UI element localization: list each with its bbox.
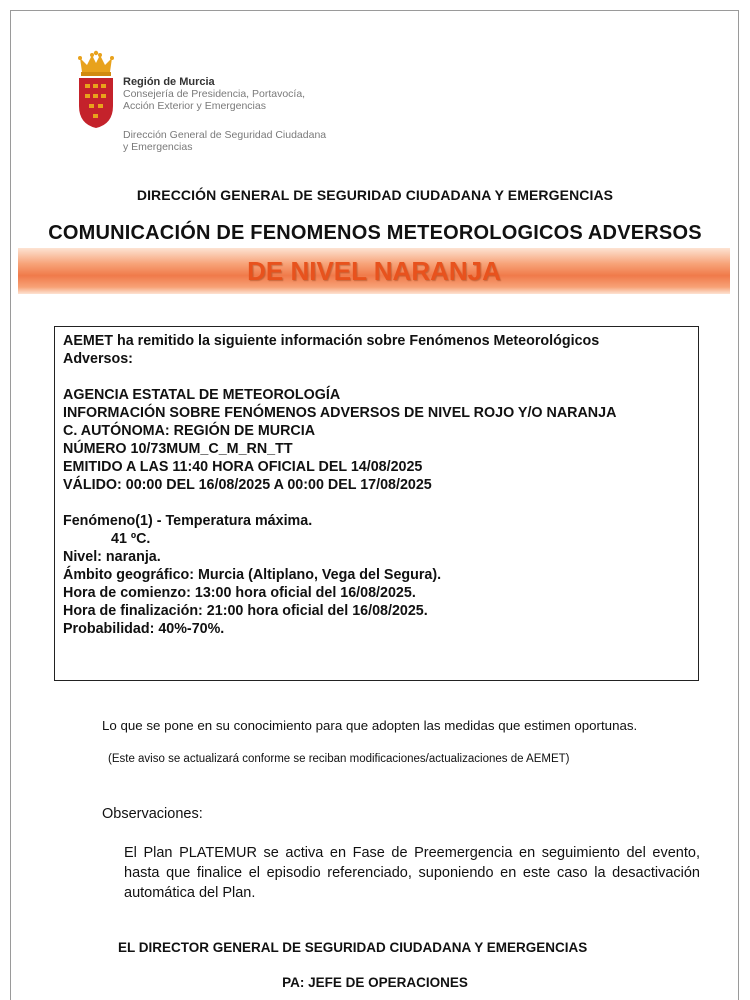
bulletin-probability: Probabilidad: 40%-70%. xyxy=(63,621,225,637)
directorate-heading: DIRECCIÓN GENERAL DE SEGURIDAD CIUDADANA Y EMERGENCIAS xyxy=(136,187,614,203)
bulletin-region: C. AUTÓNOMA: REGIÓN DE MURCIA xyxy=(63,423,316,439)
bulletin-number: NÚMERO 10/73MUM_C_M_RN_TT xyxy=(63,441,293,457)
communication-title: COMUNICACIÓN DE FENOMENOS METEOROLOGICOS ADVERSOS xyxy=(48,222,702,244)
bulletin-end: Hora de finalización: 21:00 hora oficial del 16/08/2025. xyxy=(63,603,428,619)
signature-operations: PA: JEFE DE OPERACIONES xyxy=(282,975,468,990)
org-line-3: Acción Exterior y Emergencias xyxy=(123,100,266,112)
aemet-bulletin-box xyxy=(54,326,699,681)
notice-paragraph: Lo que se pone en su conocimiento para que adopten las medidas que estimen oportunas. xyxy=(102,718,638,733)
dept-line-1: Dirección General de Seguridad Ciudadana xyxy=(123,129,327,141)
bulletin-level: Nivel: naranja. xyxy=(63,549,161,565)
region-murcia-crest-icon xyxy=(76,50,116,130)
bulletin-scope: Ámbito geográfico: Murcia (Altiplano, Vega del Segura). xyxy=(63,567,442,583)
bulletin-agency: AGENCIA ESTATAL DE METEOROLOGÍA xyxy=(63,387,341,403)
bulletin-info-title: INFORMACIÓN SOBRE FENÓMENOS ADVERSOS DE NIVEL ROJO Y/O NARANJA xyxy=(63,405,617,421)
level-banner-text: DE NIVEL NARANJA xyxy=(247,256,501,286)
organization-block xyxy=(123,76,327,153)
orange-level-banner xyxy=(18,248,730,294)
department-block xyxy=(123,129,353,153)
org-name: Región de Murcia xyxy=(123,76,215,88)
observations-text: El Plan PLATEMUR se activa en Fase de Preemergencia en seguimiento del evento, hasta que finalice el episodio referenciado, suponiendo en este caso la desactivación automática del Plan. xyxy=(124,845,700,901)
signature-title: EL DIRECTOR GENERAL DE SEGURIDAD CIUDADANA Y EMERGENCIAS xyxy=(118,940,588,955)
dept-line-2: y Emergencias xyxy=(123,141,193,153)
bulletin-intro-line-1: AEMET ha remitido la siguiente información sobre Fenómenos Meteorológicos xyxy=(63,333,600,349)
update-note: (Este aviso se actualizará conforme se reciban modificaciones/actualizaciones de AEMET) xyxy=(108,753,570,765)
bulletin-temperature: 41 ºC. xyxy=(111,531,151,547)
observations-label: Observaciones: xyxy=(102,806,203,822)
org-line-2: Consejería de Presidencia, Portavocía, xyxy=(123,88,306,100)
bulletin-phenomenon: Fenómeno(1) - Temperatura máxima. xyxy=(63,513,313,529)
bulletin-intro-line-2: Adversos: xyxy=(63,351,133,367)
bulletin-start: Hora de comienzo: 13:00 hora oficial del 16/08/2025. xyxy=(63,585,416,601)
bulletin-valid: VÁLIDO: 00:00 DEL 16/08/2025 A 00:00 DEL 17/08/2025 xyxy=(63,477,432,493)
bulletin-issued: EMITIDO A LAS 11:40 HORA OFICIAL DEL 14/08/2025 xyxy=(63,459,423,475)
